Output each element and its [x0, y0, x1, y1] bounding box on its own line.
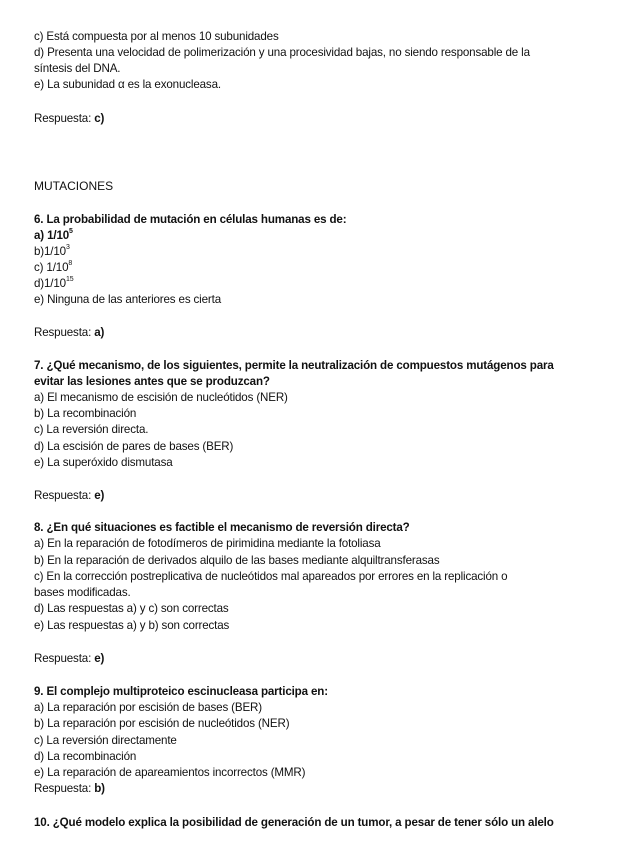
q6-option-a-base: a) 1/10 — [34, 229, 70, 242]
q6-option-c-exponent: 8 — [68, 260, 73, 267]
q6-option-a — [34, 228, 604, 244]
q8-option-d: d) Las respuestas a) y c) son correctas — [34, 602, 229, 615]
q9-option-b: b) La reparación por escisión de nucleótidos (NER) — [34, 717, 290, 730]
q7-option-e: e) La superóxido dismutasa — [34, 456, 173, 469]
q7-option-d: d) La escisión de pares de bases (BER) — [34, 440, 234, 453]
q9-answer-label: Respuesta: — [34, 782, 95, 795]
q6-answer-value: a) — [94, 326, 105, 339]
q8-option-c-continued: bases modificadas. — [34, 586, 131, 599]
question-9: 9. El complejo multiproteico escinucleasa participa en: — [34, 685, 328, 698]
q8-answer-value: e) — [94, 652, 105, 665]
q8-answer-line — [34, 651, 604, 667]
q9-option-d: d) La recombinación — [34, 750, 137, 763]
q6-option-b-base: b)1/10 — [34, 245, 66, 258]
answer-line — [34, 111, 604, 127]
q6-option-b — [34, 244, 604, 260]
q7-option-b: b) La recombinación — [34, 407, 137, 420]
q7-option-a: a) El mecanismo de escisión de nucleótidos (NER) — [34, 391, 288, 404]
q8-option-c: c) En la corrección postreplicativa de nucleótidos mal apareados por errores en la replicación o — [34, 570, 508, 583]
answer-label: Respuesta: — [34, 112, 95, 125]
q9-option-e: e) La reparación de apareamientos incorrectos (MMR) — [34, 766, 306, 779]
q6-option-a-exponent: 5 — [69, 228, 73, 235]
answer-value: c) — [94, 112, 105, 125]
q6-option-c — [34, 260, 604, 276]
q7-option-c: c) La reversión directa. — [34, 423, 149, 436]
q8-answer-label: Respuesta: — [34, 652, 95, 665]
question-6: 6. La probabilidad de mutación en células humanas es de: — [34, 213, 347, 226]
section-title: MUTACIONES — [34, 179, 114, 193]
question-10: 10. ¿Qué modelo explica la posibilidad de generación de un tumor, a pesar de tener sólo un alelo — [34, 816, 554, 829]
q7-answer-label: Respuesta: — [34, 489, 95, 502]
q6-option-c-base: c) 1/10 — [34, 261, 69, 274]
q9-answer-value: b) — [94, 782, 105, 795]
q6-option-d-exponent: 15 — [65, 276, 74, 283]
q7-answer-line — [34, 488, 604, 504]
option-d-text: d) Presenta una velocidad de polimerización y una procesividad bajas, no siendo responsable de la — [34, 46, 530, 59]
option-d-text-continued: síntesis del DNA. — [34, 62, 121, 75]
q6-option-d — [34, 276, 604, 292]
q6-option-e: e) Ninguna de las anteriores es cierta — [34, 293, 221, 306]
q9-option-c: c) La reversión directamente — [34, 734, 177, 747]
q8-option-a: a) En la reparación de fotodímeros de pirimidina mediante la fotoliasa — [34, 537, 381, 550]
q7-answer-value: e) — [94, 489, 105, 502]
question-8: 8. ¿En qué situaciones es factible el mecanismo de reversión directa? — [34, 521, 410, 534]
q8-option-b: b) En la reparación de derivados alquilo de las bases mediante alquiltransferasas — [34, 554, 440, 567]
question-7: 7. ¿Qué mecanismo, de los siguientes, permite la neutralización de compuestos mutágenos para — [34, 359, 554, 372]
q9-option-a: a) La reparación por escisión de bases (BER) — [34, 701, 262, 714]
q6-answer-line — [34, 325, 604, 341]
option-c-text: c) Está compuesta por al menos 10 subunidades — [34, 30, 279, 43]
q8-option-e: e) Las respuestas a) y b) son correctas — [34, 619, 230, 632]
q6-option-d-base: d)1/10 — [34, 277, 66, 290]
q6-answer-label: Respuesta: — [34, 326, 95, 339]
option-e-text: e) La subunidad α es la exonucleasa. — [34, 78, 221, 91]
q9-answer-line — [34, 781, 604, 797]
question-7-continued: evitar las lesiones antes que se produzcan? — [34, 375, 270, 388]
q6-option-b-exponent: 3 — [65, 244, 70, 251]
